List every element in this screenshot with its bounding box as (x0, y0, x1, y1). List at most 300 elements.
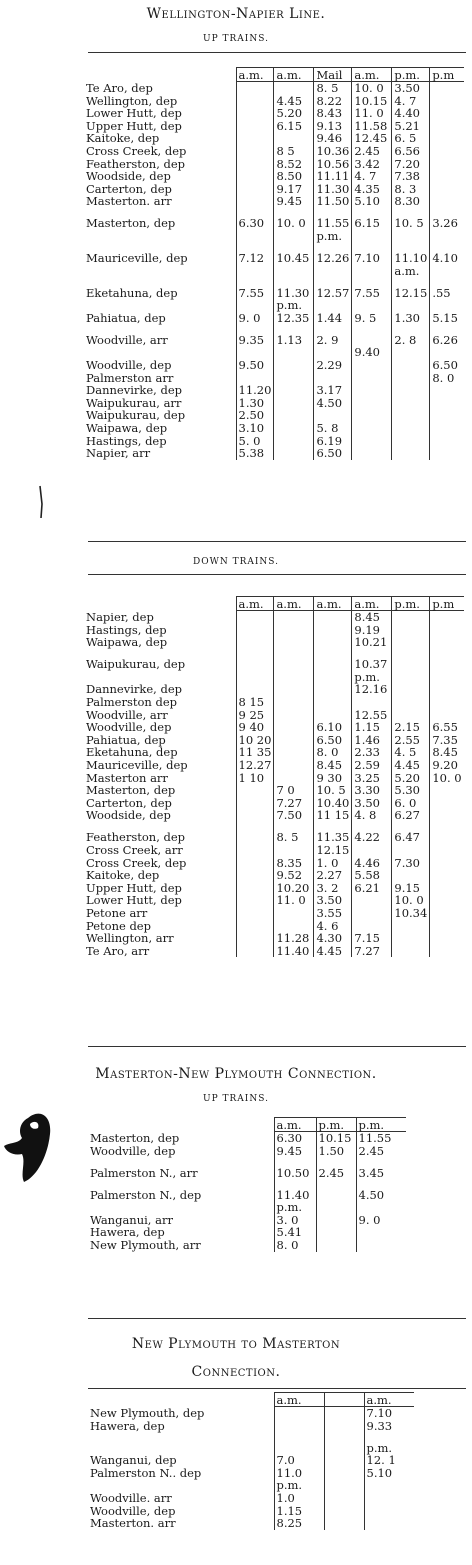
time-cell: 9.15 (392, 882, 430, 895)
time-cell: 11.20 (236, 384, 274, 397)
time-cell (430, 649, 464, 671)
time-cell (352, 696, 392, 709)
time-cell (430, 422, 464, 435)
station-name: Woodville, dep (86, 358, 172, 372)
time-cell: 11.55 (314, 208, 352, 230)
time-cell: 8 5 (274, 145, 314, 158)
station-name (86, 265, 236, 278)
time-cell: 7.10 (364, 1407, 414, 1420)
time-cell (274, 611, 314, 624)
time-cell (430, 409, 464, 422)
time-cell (352, 384, 392, 397)
time-cell (236, 95, 274, 108)
table-row (86, 208, 464, 230)
time-cell (430, 195, 464, 208)
time-cell (274, 671, 314, 684)
time-cell: 7.15 (352, 932, 392, 945)
table-row (86, 932, 464, 945)
time-cell: 4. 8 (352, 809, 392, 822)
wn-down-subtitle: DOWN TRAINS. (193, 557, 279, 567)
time-cell: 8. 0 (274, 1239, 316, 1252)
time-cell: 10.20 (274, 882, 314, 895)
time-cell (314, 624, 352, 637)
table-row (86, 844, 464, 857)
time-cell: 9. 0 (356, 1214, 406, 1227)
time-cell (236, 611, 274, 624)
time-cell: 12.57 (314, 277, 352, 299)
time-cell: 1.15 (352, 721, 392, 734)
column-header: a.m. (274, 597, 314, 611)
station-name: Waipukurau, arr (86, 395, 182, 410)
time-cell (392, 649, 430, 671)
time-cell: 2.59 (352, 759, 392, 772)
table-row (90, 1201, 406, 1214)
time-cell (236, 869, 274, 882)
time-cell (316, 1239, 356, 1252)
time-cell (430, 120, 464, 133)
masterton-new-plymouth-title: Masterton-New Plymouth Connection. (95, 1066, 377, 1082)
time-cell: 2. 8 (392, 324, 430, 346)
time-cell (274, 409, 314, 422)
time-cell: 11.11 (314, 170, 352, 183)
time-cell: 2.29 (314, 359, 352, 372)
time-cell: 3.30 (352, 784, 392, 797)
time-cell (352, 844, 392, 857)
mnp-subtitle: UP TRAINS. (203, 1094, 269, 1104)
time-cell: 12.45 (352, 132, 392, 145)
time-cell: 10 20 (236, 734, 274, 747)
station-name: Hawera, dep (90, 1225, 165, 1240)
column-header: a.m. (352, 597, 392, 611)
time-cell (352, 894, 392, 907)
time-cell (352, 230, 392, 243)
wn-up-table (86, 67, 464, 460)
column-header: Mail (314, 68, 352, 82)
wn-down-bottom-rule (88, 1046, 466, 1047)
time-cell: 3.50 (392, 82, 430, 95)
time-cell (392, 919, 430, 932)
time-cell (430, 797, 464, 810)
table-row (86, 636, 464, 649)
table-row (90, 1517, 414, 1530)
table-row (86, 107, 464, 120)
wn-down-top-rule (88, 574, 466, 575)
station-name: Mauriceville, dep (86, 758, 188, 773)
time-cell: 2.45 (356, 1145, 406, 1158)
time-cell: 9 40 (236, 721, 274, 734)
time-cell: 7.10 (352, 243, 392, 265)
time-cell (430, 158, 464, 171)
station-name: Hastings, dep (86, 433, 167, 448)
station-header (90, 1118, 274, 1132)
time-cell (274, 422, 314, 435)
time-cell (430, 932, 464, 945)
top-rule (88, 52, 466, 53)
time-cell (316, 1214, 356, 1227)
time-cell: 9.33 (364, 1420, 414, 1433)
time-cell: 9.17 (274, 183, 314, 196)
time-cell (314, 696, 352, 709)
time-cell (352, 372, 392, 385)
station-name: Carterton, dep (86, 795, 172, 810)
table-row (90, 1492, 414, 1505)
time-cell: 3.55 (314, 907, 352, 920)
time-cell: 1. 0 (314, 857, 352, 870)
time-cell: 2.15 (392, 721, 430, 734)
time-cell: 9 30 (314, 772, 352, 785)
time-cell (430, 907, 464, 920)
station-name: Woodville, arr (86, 707, 168, 722)
time-cell: 8. 5 (274, 822, 314, 844)
time-cell: 2.33 (352, 746, 392, 759)
time-cell: 3.42 (352, 158, 392, 171)
column-header (324, 1393, 364, 1407)
station-name: Woodside, dep (86, 808, 171, 823)
time-cell (352, 409, 392, 422)
time-cell: 11. 0 (352, 107, 392, 120)
time-cell (274, 636, 314, 649)
time-cell (236, 183, 274, 196)
time-cell: 1.30 (236, 397, 274, 410)
column-header: a.m. (274, 1393, 324, 1407)
npm-title-line2: Connection. (191, 1364, 281, 1380)
column-header: p.m (430, 68, 464, 82)
time-cell (236, 624, 274, 637)
station-name: Hawera, dep (90, 1418, 165, 1433)
time-cell: 8.50 (274, 170, 314, 183)
time-cell (392, 372, 430, 385)
time-cell: 4.22 (352, 822, 392, 844)
time-cell (314, 649, 352, 671)
time-cell (274, 709, 314, 722)
station-name: Lower Hutt, dep (86, 106, 182, 121)
time-cell: 7.55 (236, 277, 274, 299)
time-cell (314, 636, 352, 649)
time-cell: 3. 2 (314, 882, 352, 895)
time-cell: 9.13 (314, 120, 352, 133)
time-cell (392, 434, 430, 447)
time-cell (274, 1420, 324, 1433)
time-cell: 7.30 (392, 857, 430, 870)
time-cell (430, 822, 464, 844)
time-cell: a.m. (392, 265, 430, 278)
time-cell: 11.30 (314, 183, 352, 196)
time-cell (392, 422, 430, 435)
time-cell (236, 809, 274, 822)
time-cell: 1.15 (274, 1505, 324, 1518)
time-cell: 7.12 (236, 243, 274, 265)
time-cell (236, 230, 274, 243)
time-cell (430, 95, 464, 108)
station-name: Palmerston N., dep (90, 1187, 202, 1202)
station-name: New Plymouth, arr (90, 1238, 201, 1253)
time-cell: 11.35 (314, 822, 352, 844)
time-cell (352, 397, 392, 410)
time-cell: 6.15 (274, 120, 314, 133)
table-row (90, 1420, 414, 1433)
time-cell (236, 932, 274, 945)
table-row (86, 869, 464, 882)
time-cell (236, 649, 274, 671)
column-header: p.m. (392, 68, 430, 82)
table-row (86, 894, 464, 907)
time-cell (430, 882, 464, 895)
table-row (86, 759, 464, 772)
time-cell (324, 1517, 364, 1530)
time-cell: 9 25 (236, 709, 274, 722)
table-row (86, 447, 464, 460)
time-cell: 5.15 (430, 312, 464, 325)
time-cell: 8.30 (392, 195, 430, 208)
time-cell: 11.58 (352, 120, 392, 133)
time-cell: 5. 0 (236, 434, 274, 447)
station-name: Cross Creek, arr (86, 843, 183, 857)
table-row (90, 1454, 414, 1467)
time-cell: 11.30 (274, 277, 314, 299)
station-name: Napier, arr (86, 446, 151, 461)
time-cell: 1.44 (314, 312, 352, 325)
station-name: Waipukurau, dep (86, 408, 186, 423)
time-cell (392, 624, 430, 637)
time-cell: 7.20 (392, 158, 430, 171)
time-cell: p.m. (364, 1432, 414, 1454)
time-cell (392, 397, 430, 410)
time-cell (236, 265, 274, 278)
time-cell: 10.15 (352, 95, 392, 108)
time-cell: 3.50 (352, 797, 392, 810)
time-cell (392, 844, 430, 857)
station-name: Palmerston N., arr (90, 1165, 198, 1180)
time-cell (236, 636, 274, 649)
station-name: Petone arr (86, 905, 148, 920)
time-cell: 3.10 (236, 422, 274, 435)
time-cell (324, 1479, 364, 1492)
time-cell (392, 299, 430, 312)
time-cell: 11.10 (392, 243, 430, 265)
time-cell (274, 346, 314, 359)
table-row (86, 809, 464, 822)
time-cell (236, 844, 274, 857)
time-cell: 9.45 (274, 1145, 316, 1158)
time-cell (316, 1201, 356, 1214)
station-name: Wanganui, dep (90, 1453, 177, 1468)
time-cell (352, 422, 392, 435)
time-cell: p.m. (274, 1479, 324, 1492)
column-header: a.m. (274, 68, 314, 82)
time-cell (364, 1517, 414, 1530)
time-cell (430, 434, 464, 447)
time-cell (236, 120, 274, 133)
time-cell: 5. 8 (314, 422, 352, 435)
time-cell: 10.50 (274, 1157, 316, 1179)
time-cell: 10.21 (352, 636, 392, 649)
time-cell (236, 195, 274, 208)
time-cell: 4.46 (352, 857, 392, 870)
time-cell: 5.30 (392, 784, 430, 797)
station-name: Palmerston arr (86, 370, 174, 385)
time-cell: 5.21 (392, 120, 430, 133)
station-name: Mauriceville, dep (86, 251, 188, 266)
time-cell: 1.46 (352, 734, 392, 747)
time-cell (274, 759, 314, 772)
time-cell (274, 624, 314, 637)
time-cell: 9. 5 (352, 312, 392, 325)
station-name: Cross Creek, dep (86, 144, 187, 159)
time-cell: 7.50 (274, 809, 314, 822)
time-cell: 6.10 (314, 721, 352, 734)
time-cell: 1.0 (274, 1492, 324, 1505)
time-cell (392, 447, 430, 460)
time-cell: 7.35 (430, 734, 464, 747)
time-cell: 6.30 (236, 208, 274, 230)
time-cell (392, 359, 430, 372)
time-cell (352, 324, 392, 346)
station-name (86, 299, 236, 312)
time-cell: 5.41 (274, 1226, 316, 1239)
station-name: Masterton, dep (90, 1131, 180, 1146)
station-name: Te Aro, arr (86, 943, 150, 958)
station-name: Woodville. arr (90, 1491, 172, 1506)
station-name: Upper Hutt, dep (86, 880, 182, 895)
station-name: Woodville, dep (90, 1143, 176, 1158)
time-cell: p.m. (274, 1201, 316, 1214)
time-cell (236, 797, 274, 810)
table-row (86, 324, 464, 346)
time-cell (274, 649, 314, 671)
table-row (86, 312, 464, 325)
time-cell (236, 671, 274, 684)
time-cell (392, 869, 430, 882)
time-cell (352, 447, 392, 460)
time-cell: 6.47 (392, 822, 430, 844)
time-cell (274, 82, 314, 95)
time-cell (430, 784, 464, 797)
time-cell (352, 265, 392, 278)
table-row (86, 721, 464, 734)
time-cell (236, 82, 274, 95)
time-cell: 4.50 (314, 397, 352, 410)
station-name: Pahiatua, dep (86, 310, 166, 325)
time-cell (314, 683, 352, 696)
time-cell: 6.50 (314, 447, 352, 460)
time-cell (392, 636, 430, 649)
time-cell: 6.50 (314, 734, 352, 747)
time-cell (274, 434, 314, 447)
time-cell: 11.0 (274, 1467, 324, 1480)
table-row (86, 907, 464, 920)
time-cell: 2.45 (316, 1157, 356, 1179)
time-cell: 5.58 (352, 869, 392, 882)
time-cell: 12.35 (274, 312, 314, 325)
time-cell (236, 170, 274, 183)
time-cell (236, 784, 274, 797)
time-cell: 12.16 (352, 683, 392, 696)
time-cell (430, 683, 464, 696)
time-cell: 8 15 (236, 696, 274, 709)
station-name: Lower Hutt, dep (86, 893, 182, 908)
time-cell: 6.50 (430, 359, 464, 372)
time-cell (430, 945, 464, 958)
table-row (86, 170, 464, 183)
station-name: Woodville, arr (86, 332, 168, 347)
time-cell (430, 624, 464, 637)
time-cell (236, 894, 274, 907)
station-name: Masterton. arr (90, 1516, 176, 1531)
table-row (86, 230, 464, 243)
column-header: a.m. (364, 1393, 414, 1407)
npm-top-rule (88, 1388, 466, 1389)
table-row (86, 299, 464, 312)
time-cell (352, 907, 392, 920)
station-name: Napier, dep (86, 610, 154, 625)
npm-table (90, 1392, 414, 1530)
time-cell (274, 696, 314, 709)
time-cell: 9.19 (352, 624, 392, 637)
time-cell: 9.20 (430, 759, 464, 772)
time-cell (314, 671, 352, 684)
time-cell: 12.15 (392, 277, 430, 299)
station-name: New Plymouth, dep (90, 1406, 205, 1421)
time-cell (274, 1407, 324, 1420)
station-header (90, 1393, 274, 1407)
time-cell: 9.50 (236, 359, 274, 372)
time-cell (274, 721, 314, 734)
time-cell: 11.40 (274, 1179, 316, 1201)
time-cell: 5.10 (352, 195, 392, 208)
time-cell (364, 1479, 414, 1492)
table-row (86, 265, 464, 278)
time-cell: 4. 6 (314, 919, 352, 932)
table-row (86, 359, 464, 372)
time-cell: 12.15 (314, 844, 352, 857)
time-cell: 1.30 (392, 312, 430, 325)
time-cell: 2.45 (352, 145, 392, 158)
column-header: p.m. (316, 1118, 356, 1132)
station-header (86, 597, 236, 611)
table-row (90, 1239, 406, 1252)
time-cell: 10. 0 (352, 82, 392, 95)
time-cell (236, 919, 274, 932)
table-row (86, 784, 464, 797)
time-cell (316, 1226, 356, 1239)
time-cell: 4. 7 (352, 170, 392, 183)
column-header: a.m. (352, 68, 392, 82)
time-cell: 10.34 (392, 907, 430, 920)
table-row (86, 243, 464, 265)
time-cell: 10. 0 (430, 772, 464, 785)
time-cell (430, 671, 464, 684)
time-cell (430, 145, 464, 158)
column-header: p.m. (392, 597, 430, 611)
wn-up-bottom-rule (88, 541, 466, 542)
table-row (90, 1467, 414, 1480)
time-cell (430, 82, 464, 95)
time-cell (314, 611, 352, 624)
time-cell (324, 1454, 364, 1467)
mnp-bottom-rule (88, 1318, 466, 1319)
time-cell (274, 907, 314, 920)
time-cell (430, 636, 464, 649)
table-row (86, 145, 464, 158)
time-cell (364, 1505, 414, 1518)
time-cell (364, 1492, 414, 1505)
time-cell: 12.55 (352, 709, 392, 722)
time-cell: 1 10 (236, 772, 274, 785)
time-cell (392, 671, 430, 684)
table-row (86, 384, 464, 397)
time-cell (236, 132, 274, 145)
time-cell: 8.25 (274, 1517, 324, 1530)
